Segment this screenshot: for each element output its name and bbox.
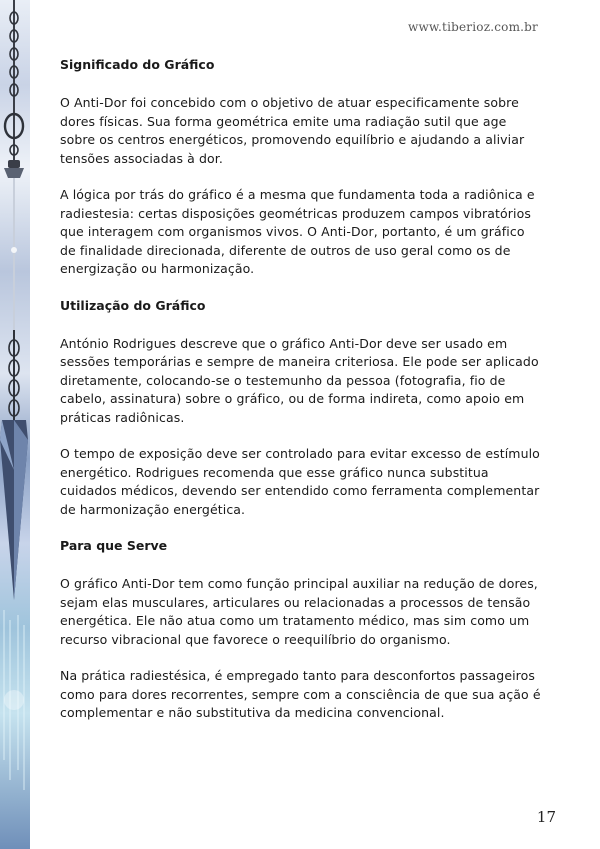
paragraph: O gráfico Anti-Dor tem como função principal auxiliar na redução de dores, sejam elas musculares, articulares ou relacionadas a processos de tensão energética. Ele não atua como um tratamento médico, mas sim como um recurso vibracional que favorece o reequilíbrio do organismo. <box>60 576 538 647</box>
section-heading-significado: Significado do Gráfico <box>60 57 215 72</box>
section-heading-para-que-serve: Para que Serve <box>60 538 168 553</box>
website-url: www.tiberioz.com.br <box>408 20 538 34</box>
pendulum-chain-illustration <box>0 0 30 849</box>
page-content <box>60 56 544 741</box>
paragraph: O Anti-Dor foi concebido com o objetivo de atuar especificamente sobre dores físicas. Sua forma geométrica emite uma radiação sutil que age sobre os centros energéticos, promovendo equilíbrio e ajudando a aliviar tensões associadas à dor. <box>60 95 525 166</box>
decorative-side-strip <box>0 0 30 849</box>
page-number: 17 <box>536 808 556 826</box>
paragraph: Na prática radiestésica, é empregado tanto para desconfortos passageiros como para dores recorrentes, sempre com a consciência de que sua ação é complementar e não substitutiva da medicina convencional. <box>60 668 541 720</box>
paragraph: A lógica por trás do gráfico é a mesma que fundamenta toda a radiônica e radiestesia: certas disposições geométricas produzem campos vibratórios que interagem com organismos vivos. O Anti-Dor, portanto, é um gráfico de finalidade direcionada, diferente de outros de uso geral como os de energização ou harmonização. <box>60 187 535 276</box>
section-heading-utilizacao: Utilização do Gráfico <box>60 297 206 313</box>
paragraph: O tempo de exposição deve ser controlado para evitar excesso de estímulo energético. Rodrigues recomenda que esse gráfico nunca substitua cuidados médicos, devendo ser entendido como ferramenta complementar de harmonização energética. <box>60 446 540 517</box>
paragraph: António Rodrigues descreve que o gráfico Anti-Dor deve ser usado em sessões temporárias e sempre de maneira criteriosa. Ele pode ser aplicado diretamente, colocando-se o testemunho da pessoa (fotografia, fio de cabelo, assinatura) sobre o gráfico, ou de forma indireta, como apoio em práticas radiônicas. <box>60 335 539 425</box>
